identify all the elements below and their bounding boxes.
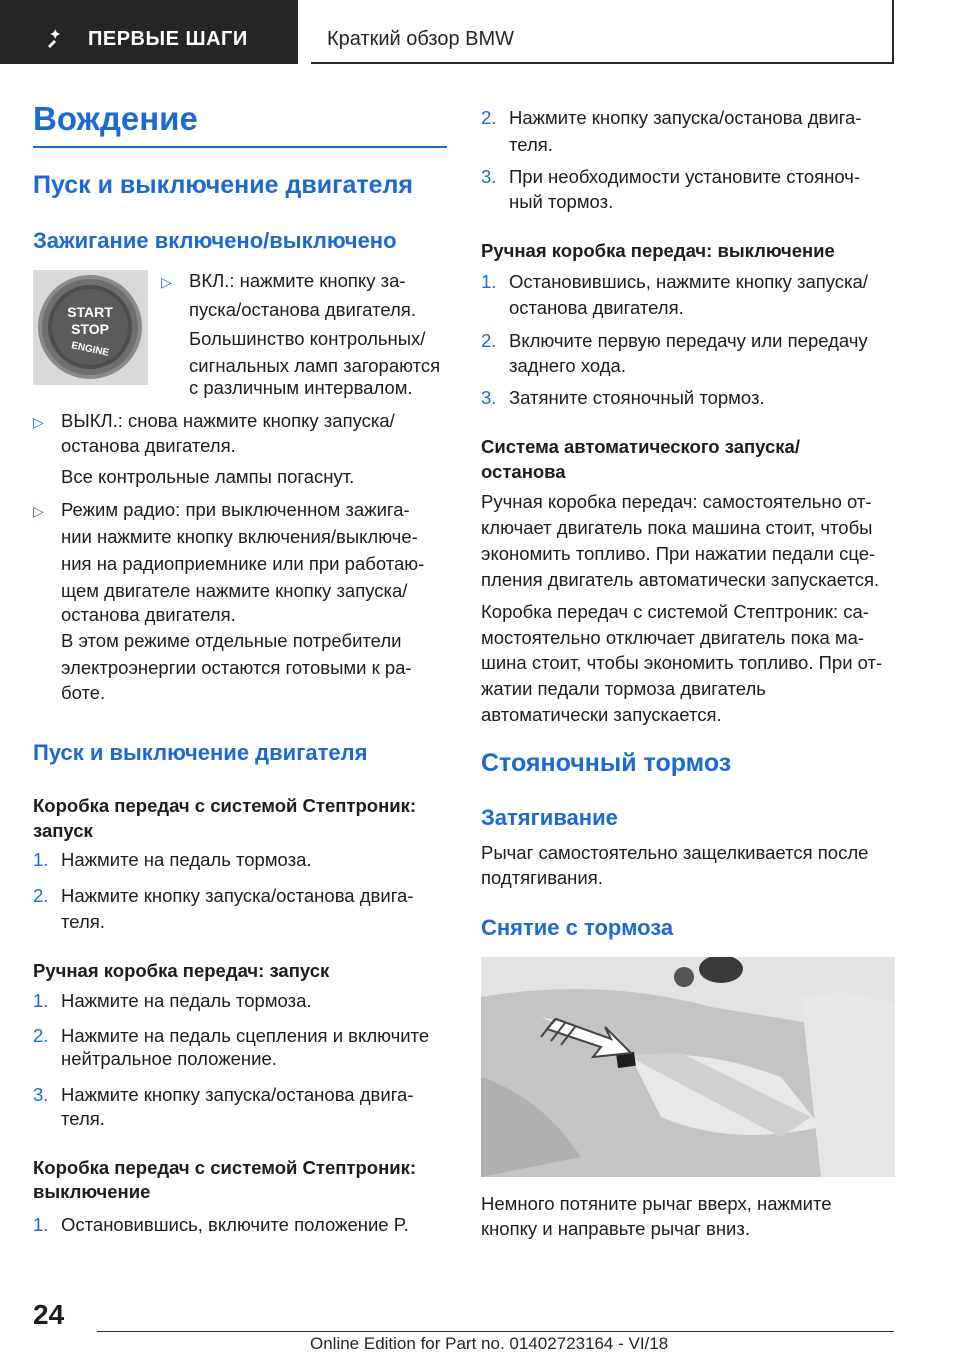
autostart-paragraph-1-line: пления двигатель автоматически запускается.: [481, 569, 880, 590]
step-number: 1.: [481, 271, 497, 292]
parking-brake-image: [481, 957, 895, 1177]
on-note-2: сигнальных ламп загораются: [189, 355, 441, 376]
radio-note-2: электроэнергии остаются готовыми к ра-: [61, 657, 412, 678]
start-stop-button-image: [33, 270, 148, 385]
title-rule: [33, 146, 447, 148]
subheading-steptronic-off-1: Коробка передач с системой Стептроник:: [33, 1157, 417, 1178]
radio-text-3: ния на радиоприемнике или при работаю-: [61, 553, 425, 574]
section-label: ПЕРВЫЕ ШАГИ: [88, 28, 248, 50]
autostart-paragraph-2-line: жатии педали тормоза двигатель: [481, 678, 766, 699]
apply-text-2: подтягивания.: [481, 867, 603, 888]
radio-text-5: останова двигателя.: [61, 604, 236, 625]
page-title: Вождение: [33, 100, 198, 137]
step-number: 1.: [33, 1214, 49, 1235]
heading-parking-brake: Стояночный тормоз: [481, 749, 732, 777]
autostart-paragraph-1-line: ключает двигатель пока машина стоит, чтобы: [481, 517, 873, 538]
footer-rule: [97, 1331, 894, 1332]
autostart-paragraph-2-line: шина стоит, чтобы экономить топливо. При от-: [481, 652, 883, 673]
on-note-1: Большинство контрольных/: [189, 328, 426, 349]
parking-brake-illustration-icon: [481, 957, 895, 1177]
subheading-steptronic-start-1: Коробка передач с системой Стептроник:: [33, 795, 417, 816]
autostart-paragraph-2-line: автоматически запускается.: [481, 704, 722, 725]
radio-text-1: Режим радио: при выключенном зажига-: [61, 499, 410, 520]
step-text-cont: теля.: [61, 1108, 105, 1129]
step-number: 1.: [33, 849, 49, 870]
heading-engine: Пуск и выключение двигателя: [33, 740, 368, 765]
subheading-autostart-2: останова: [481, 461, 566, 482]
start-stop-button-icon: [33, 270, 148, 385]
chapter-label: Краткий обзор BMW: [327, 28, 515, 50]
heading-release: Снятие с тормоза: [481, 915, 674, 940]
autostart-paragraph-1-line: экономить топливо. При нажатии педали сце-: [481, 543, 876, 564]
step-text-cont: ный тормоз.: [509, 191, 614, 212]
subheading-manual-off: Ручная коробка передач: выключение: [481, 240, 835, 261]
step-text: Нажмите кнопку запуска/останова двига-: [61, 1084, 414, 1105]
step-text: При необходимости установите стояноч-: [509, 166, 861, 187]
autostart-paragraph-2-line: мостоятельно отключает двигатель пока ма-: [481, 627, 865, 648]
stop-label: STOP: [71, 321, 109, 337]
subheading-steptronic-start-2: запуск: [33, 820, 93, 841]
step-number: 1.: [33, 990, 49, 1011]
apply-text-1: Рычаг самостоятельно защелкивается после: [481, 842, 869, 863]
heading-start-stop: Пуск и выключение двигателя: [33, 171, 414, 199]
start-label: START: [67, 304, 113, 320]
off-text-2: останова двигателя.: [61, 435, 236, 456]
engine-label: ENGINE: [70, 340, 111, 359]
step-text-cont: теля.: [509, 134, 553, 155]
step-text-cont: теля.: [61, 911, 105, 932]
step-number: 2.: [33, 1025, 49, 1046]
chapter-tab[interactable]: [311, 0, 894, 64]
autostart-paragraph-2-line: Коробка передач с системой Стептроник: са-: [481, 601, 869, 622]
step-text-cont: нейтральное положение.: [61, 1048, 277, 1069]
radio-note-3: боте.: [61, 682, 106, 703]
first-steps-icon: [42, 28, 70, 56]
step-text-cont: заднего хода.: [509, 355, 626, 376]
step-text: Остановившись, включите положение P.: [61, 1214, 409, 1235]
radio-text-2: нии нажмите кнопку включения/выключе-: [61, 526, 418, 547]
step-text: Нажмите на педаль сцепления и включите: [61, 1025, 430, 1046]
bullet-triangle-icon: ▷: [161, 274, 172, 290]
subheading-autostart-1: Система автоматического запуска/: [481, 436, 800, 457]
step-number: 2.: [481, 107, 497, 128]
step-text: Нажмите кнопку запуска/останова двига-: [61, 885, 414, 906]
page-number: 24: [33, 1299, 65, 1330]
bullet-triangle-icon: ▷: [33, 414, 44, 430]
heading-apply: Затягивание: [481, 805, 618, 830]
step-text: Нажмите на педаль тормоза.: [61, 990, 312, 1011]
step-text: Остановившись, нажмите кнопку запуска/: [509, 271, 868, 292]
step-text: Включите первую передачу или передачу: [509, 330, 868, 351]
step-number: 2.: [33, 885, 49, 906]
on-text-2: пуска/останова двигателя.: [189, 299, 416, 320]
step-text: Нажмите кнопку запуска/останова двига-: [509, 107, 862, 128]
step-number: 3.: [33, 1084, 49, 1105]
step-number: 3.: [481, 166, 497, 187]
off-text-1: ВЫКЛ.: снова нажмите кнопку запуска/: [61, 410, 395, 431]
radio-note-1: В этом режиме отдельные потребители: [61, 630, 402, 651]
footer-edition: Online Edition for Part no. 01402723164 - VI/18: [310, 1334, 669, 1353]
autostart-paragraph-1-line: Ручная коробка передач: самостоятельно от-: [481, 491, 872, 512]
radio-text-4: щем двигателе нажмите кнопку запуска/: [61, 580, 408, 601]
subheading-manual-start: Ручная коробка передач: запуск: [33, 960, 330, 981]
on-note-3: с различным интервалом.: [189, 377, 413, 398]
off-note: Все контрольные лампы погаснут.: [61, 466, 355, 487]
step-text-cont: останова двигателя.: [509, 297, 684, 318]
step-number: 3.: [481, 387, 497, 408]
bullet-triangle-icon: ▷: [33, 503, 44, 519]
release-text-2: кнопку и направьте рычаг вниз.: [481, 1218, 750, 1239]
step-text: Затяните стояночный тормоз.: [509, 387, 765, 408]
subheading-steptronic-off-2: выключение: [33, 1181, 151, 1202]
heading-ignition: Зажигание включено/выключено: [33, 228, 397, 253]
section-tab[interactable]: [0, 0, 298, 64]
release-text-1: Немного потяните рычаг вверх, нажмите: [481, 1193, 832, 1214]
step-number: 2.: [481, 330, 497, 351]
on-text-1: ВКЛ.: нажмите кнопку за-: [189, 270, 406, 291]
step-text: Нажмите на педаль тормоза.: [61, 849, 312, 870]
